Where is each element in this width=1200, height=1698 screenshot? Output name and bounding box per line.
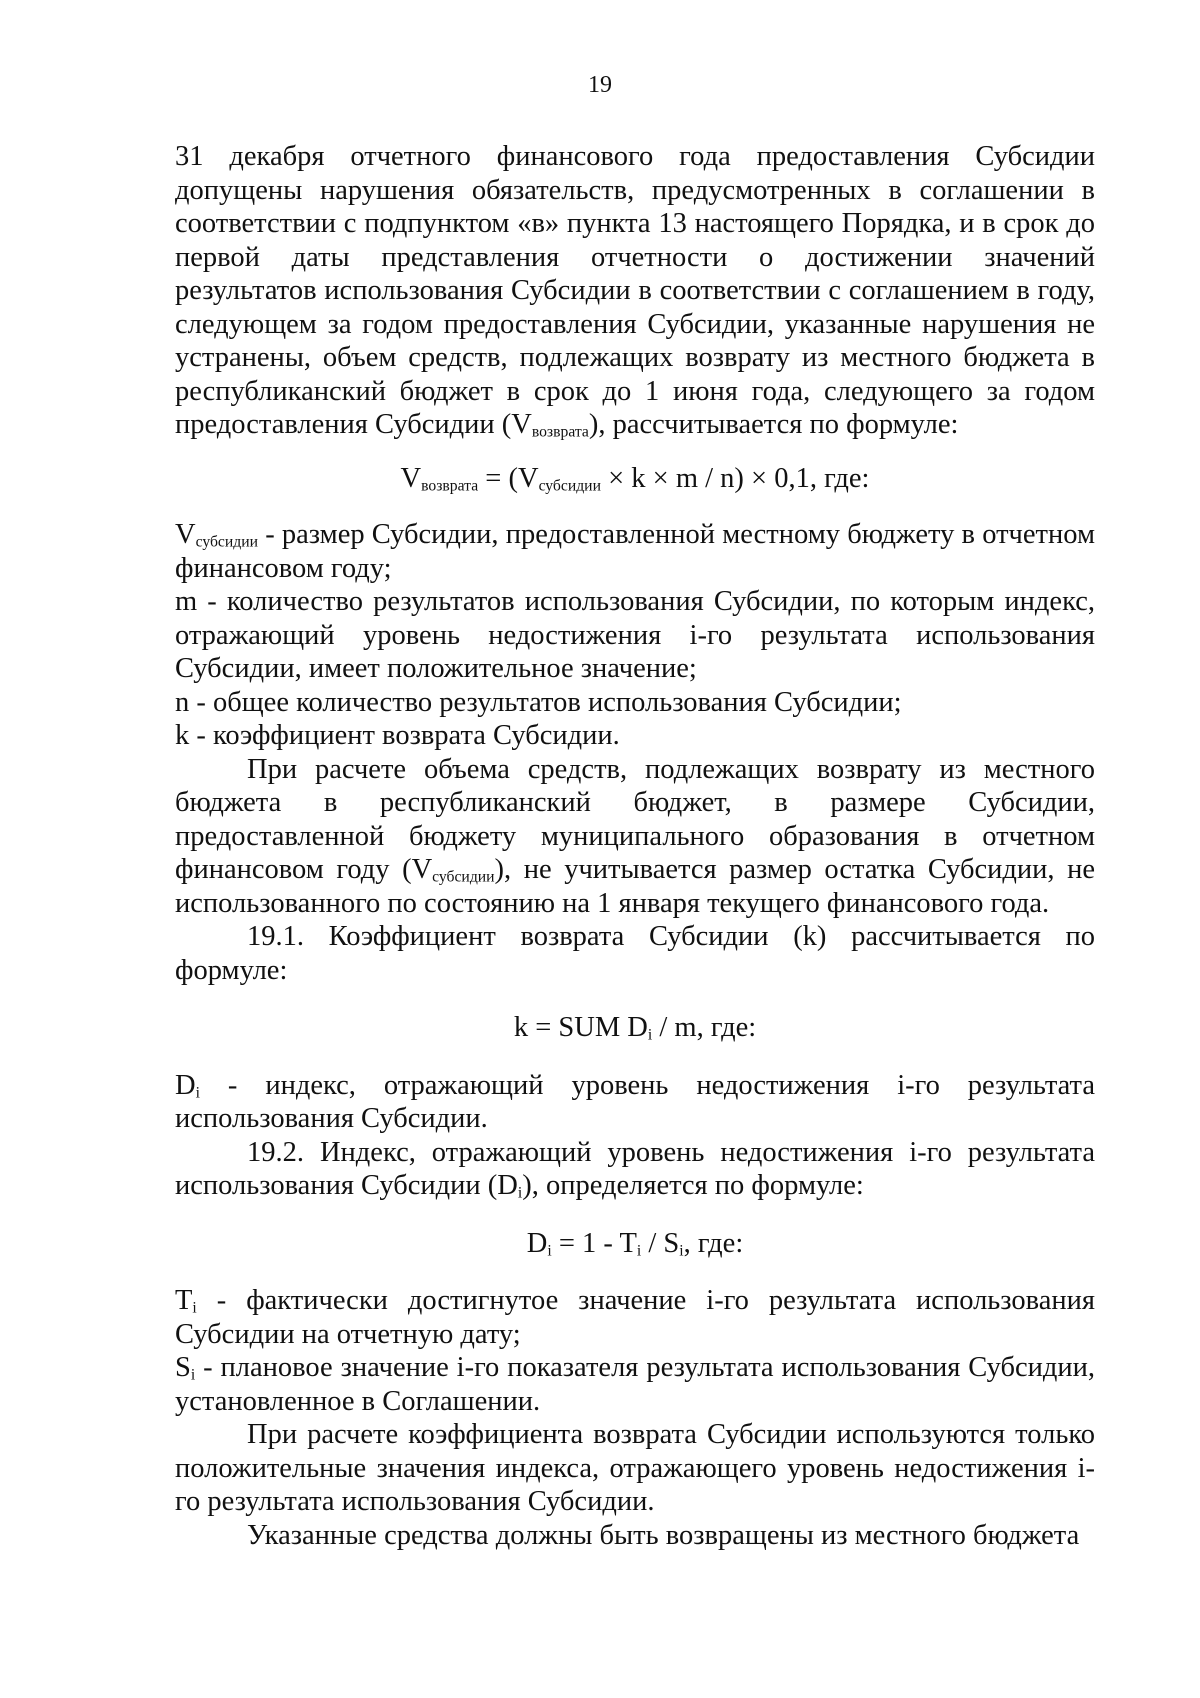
formula-index: [175, 1227, 1095, 1261]
formula-3-b-sub: i: [636, 1241, 642, 1259]
definition-ti-text: - фактически достигнутое значение i-го результата использования Субсидии на отчетную дату;: [175, 1285, 1095, 1350]
paragraph-19-2-sub: i: [517, 1184, 523, 1202]
paragraph-calculation-tail: ), не учитывается размер остатка Субсидии, не использованного по состоянию на 1 января текущего финансового года.: [175, 854, 1095, 919]
definition-v-sub: субсидии: [195, 533, 258, 551]
definition-m: m - количество результатов использования Субсидии, по которым индекс, отражающий уровень недостижения i-го результата использования Субсидии, имеет положительное значение;: [175, 586, 1095, 684]
formula-3-d: , где:: [683, 1227, 744, 1259]
definition-k: k - коэффициент возврата Субсидии.: [175, 720, 620, 751]
paragraph-intro: [175, 140, 1095, 442]
definition-si-text: - плановое значение i-го показателя результата использования Субсидии, установленное в Соглашении.: [175, 1352, 1095, 1417]
paragraph-calculation-sub: субсидии: [432, 868, 495, 886]
formula-2-a: k = SUM D: [513, 1012, 648, 1043]
definition-di-symbol: D: [175, 1069, 196, 1101]
paragraph-intro-text: 31 декабря отчетного финансового года предоставления Субсидии допущены нарушения обязательств, предусмотренных в соглашении в соответствии с подпунктом «в» пункта 13 настоящего Порядка, и в срок до первой даты представления отчетности о достижении значений результатов использования Субсидии в соответствии с соглашением в году, следующем за годом предоставления Субсидии, указанные нарушения не устранены, объем средств, подлежащих возврату из местного бюджета в республиканский бюджет в срок до 1 июня года, следующего за годом предоставления Субсидии (V: [175, 141, 1095, 440]
definition-ti: [175, 1284, 1095, 1351]
paragraph-calculation: [175, 753, 1095, 921]
formula-1-rest: × k × m / n) × 0,1, где:: [600, 462, 870, 494]
paragraph-last: Указанные средства должны быть возвращены из местного бюджета: [247, 1519, 1080, 1551]
paragraph-19-2-tail: ), определяется по формуле:: [522, 1170, 864, 1201]
formula-1-v: V: [400, 462, 422, 494]
definition-di: [175, 1069, 1095, 1136]
paragraph-positive-values: При расчете коэффициента возврата Субсидии используются только положительные значения индекса, отражающего уровень недостижения i-го результата использования Субсидии.: [175, 1419, 1095, 1517]
formula-1-v-sub: возврата: [421, 476, 479, 494]
formula-3-c: / S: [641, 1227, 680, 1259]
definition-di-text: - индекс, отражающий уровень недостижения i-го результата использования Субсидии.: [175, 1069, 1095, 1134]
definition-si: [175, 1351, 1095, 1418]
paragraph-19-1: 19.1. Коэффициент возврата Субсидии (k) рассчитывается по формуле:: [175, 921, 1095, 986]
paragraph-intro-tail: ), рассчитывается по формуле:: [588, 409, 959, 440]
definition-ti-sub: i: [192, 1299, 197, 1317]
page-number: 19: [588, 72, 612, 98]
formula-return-coefficient: [175, 1011, 1095, 1045]
paragraph-19-2-text: 19.2. Индекс, отражающий уровень недостижения i-го результата использования Субсидии (D: [175, 1136, 1095, 1201]
formula-2-b: / m, где:: [652, 1012, 757, 1043]
formula-3-c-sub: i: [679, 1241, 684, 1259]
definition-n: n - общее количество результатов использования Субсидии;: [175, 686, 902, 718]
paragraph-19-2: [175, 1136, 1095, 1203]
formula-3-a-sub: i: [547, 1241, 552, 1259]
definition-si-symbol: S: [175, 1352, 191, 1383]
definition-di-sub: i: [195, 1083, 200, 1101]
definition-v-text: - размер Субсидии, предоставленной местному бюджету в отчетном финансовом году;: [175, 519, 1095, 584]
definition-ti-symbol: T: [175, 1285, 193, 1316]
definition-v-subsidy: [175, 518, 1095, 585]
formula-3-b: = 1 - T: [551, 1227, 637, 1259]
formula-1-mid: = (V: [478, 462, 539, 494]
document-body: [175, 140, 1095, 1552]
formula-2-sub: i: [647, 1026, 653, 1044]
paragraph-calculation-text: При расчете объема средств, подлежащих возврату из местного бюджета в республиканский бюджет, в размере Субсидии, предоставленной бюджету муниципального образования в отчетном финансовом году (V: [175, 753, 1095, 885]
formula-return-volume: [175, 462, 1095, 496]
subscript-vozvrata: возврата: [531, 423, 589, 441]
formula-1-mid-sub: субсидии: [538, 476, 601, 494]
formula-3-a: D: [526, 1227, 548, 1259]
definition-v-symbol: V: [175, 519, 196, 550]
definition-si-sub: i: [190, 1366, 196, 1384]
